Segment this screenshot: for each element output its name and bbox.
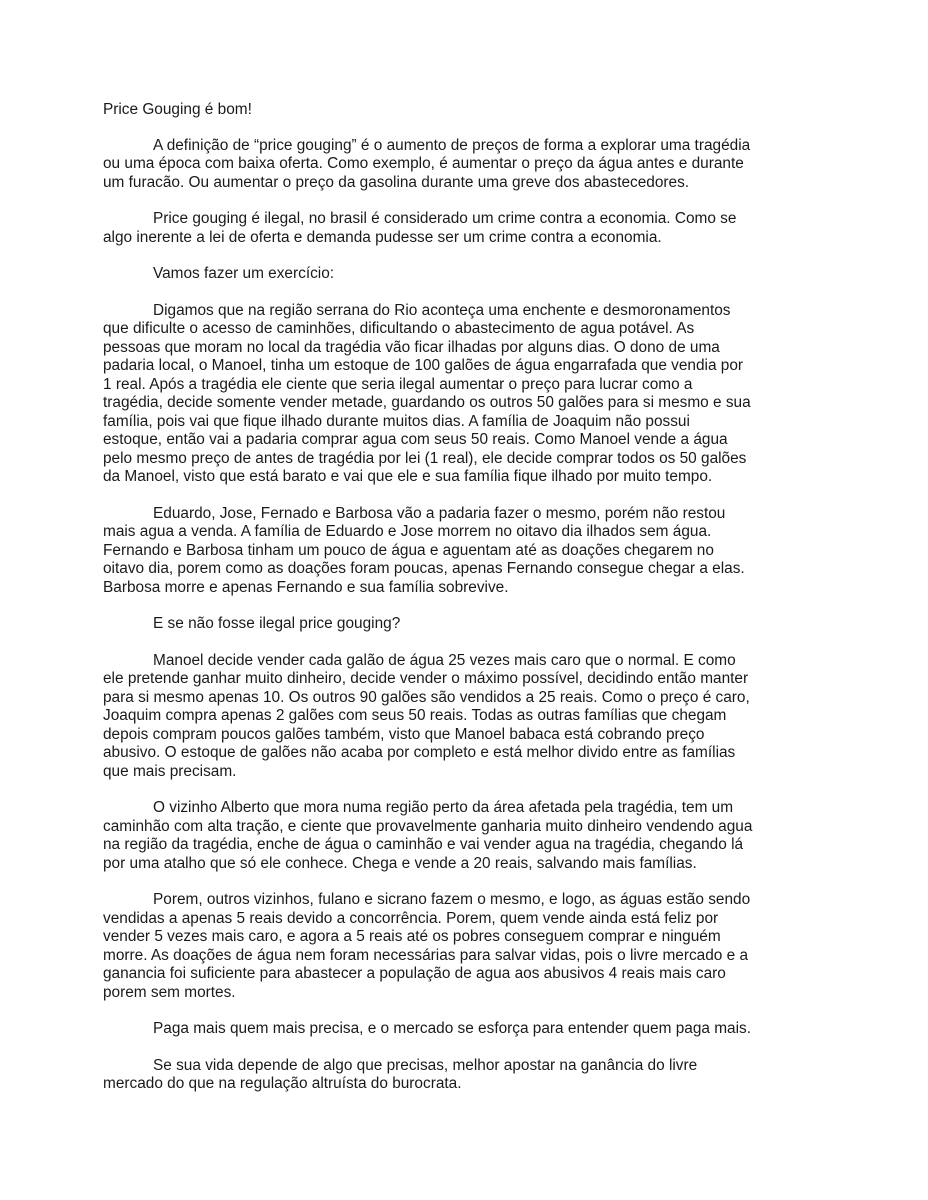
paragraph-alternative: Manoel decide vender cada galão de água 25 vezes mais caro que o normal. E como ele pretende ganhar muito dinheiro, decide vender o máximo possível, decidindo então manter para si mesmo apenas 10. Os outros 90 galões são vendidos a 25 reais. Como o preço é caro, Joaquim compra apenas 2 galões com seus 50 reais. Todas as outras famílias que chegam depois compram poucos galões também, visto que Manoel babaca está cobrando preço abusivo. O estoque de galões não acaba por completo e está melhor divido entre as famílias que mais precisam. [103,651,750,780]
document-body [103,101,753,1112]
paragraph-outcome: Eduardo, Jose, Fernado e Barbosa vão a padaria fazer o mesmo, porém não restou mais agua a venda. A família de Eduardo e Jose morrem no oitavo dia ilhados sem água. Fernando e Barbosa tinham um pouco de água e aguentam até as doações chegarem no oitavo dia, porem como as doações foram poucas, apenas Fernando consegue chegar a elas. Barbosa morre e apenas Fernando e sua família sobrevive. [103,504,745,596]
document-title: Price Gouging é bom! [103,101,252,118]
paragraph-pay-more: Paga mais quem mais precisa, e o mercado se esforça para entender quem paga mais. [153,1020,751,1037]
paragraph-neighbor: O vizinho Alberto que mora numa região perto da área afetada pela tragédia, tem um caminhão com alta tração, e ciente que provavelmente ganharia muito dinheiro vendendo agua na região da tragédia, enche de água o caminhão e vai vender agua na tragédia, chegando lá por uma atalho que só ele conhece. Chega e vende a 20 reais, salvando mais famílias. [103,799,753,872]
paragraph-definition: A definição de “price gouging” é o aumento de preços de forma a explorar uma tragédia ou uma época com baixa oferta. Como exemplo, é aumentar o preço da água antes e durante um furacão. Ou aumentar o preço da gasolina durante uma greve dos abastecedores. [103,136,751,191]
paragraph-question: E se não fosse ilegal price gouging? [153,615,401,632]
paragraph-scenario: Digamos que na região serrana do Rio aconteça uma enchente e desmoronamentos que dificulte o acesso de caminhões, dificultando o abastecimento de agua potável. As pessoas que moram no local da tragédia vão ficar ilhadas por alguns dias. O dono de uma padaria local, o Manoel, tinha um estoque de 100 galões de água engarrafada que vendia por 1 real. Após a tragédia ele ciente que seria ilegal aumentar o preço para lucrar como a tragédia, decide somente vender metade, guardando os outros 50 galões para si mesmo e sua família, pois vai que fique ilhado durante muitos dias. A família de Joaquim não possui estoque, então vai a padaria comprar agua com seus 50 reais. Como Manoel vende a água pelo mesmo preço de antes de tragédia por lei (1 real), ele decide comprar todos os 50 galões da Manoel, visto que está barato e vai que ele e sua família fique ilhado por muito tempo. [103,301,751,485]
paragraph-conclusion: Se sua vida depende de algo que precisas, melhor apostar na ganância do livre mercado do que na regulação altruísta do burocrata. [103,1056,698,1092]
paragraph-competition: Porem, outros vizinhos, fulano e sicrano fazem o mesmo, e logo, as águas estão sendo vendidas a apenas 5 reais devido a concorrência. Porem, quem vende ainda está feliz por vender 5 vezes mais caro, e agora a 5 reais até os pobres conseguem comprar e ninguém morre. As doações de água nem foram necessárias para salvar vidas, pois o livre mercado e a ganancia foi suficiente para abastecer a população de agua aos abusivos 4 reais mais caro porem sem mortes. [103,891,751,1001]
paragraph-exercise-intro: Vamos fazer um exercício: [153,265,335,282]
paragraph-illegal: Price gouging é ilegal, no brasil é considerado um crime contra a economia. Como se algo inerente a lei de oferta e demanda pudesse ser um crime contra a economia. [103,210,737,246]
